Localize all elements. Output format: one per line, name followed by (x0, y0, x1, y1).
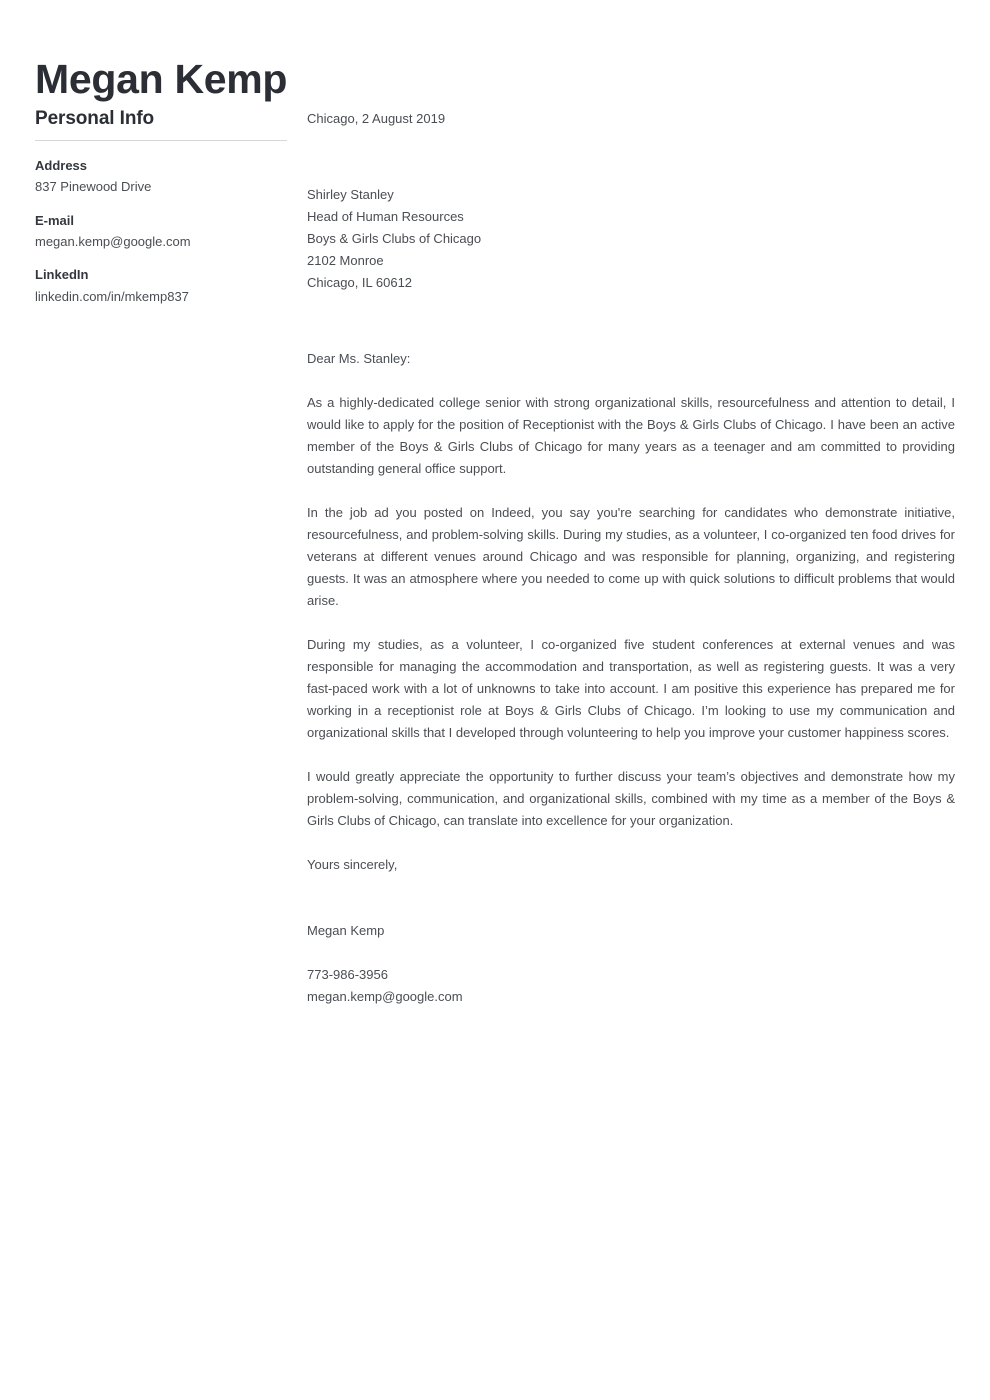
signature-contact-block (307, 964, 955, 1008)
signature-email: megan.kemp@google.com (307, 989, 463, 1004)
letter-paragraph: As a highly-dedicated college senior with strong organizational skills, resourcefulness and attention to detail, I would like to apply for the position of Receptionist with the Boys & Girls Clubs of Chicago. I have been an active member of the Boys & Girls Clubs of Chicago for many years as a teenager and am committed to providing outstanding general office support. (307, 395, 955, 476)
recipient-line: 2102 Monroe (307, 253, 384, 268)
sidebar-section-title: Personal Info (35, 108, 155, 129)
recipient-line: Boys & Girls Clubs of Chicago (307, 231, 482, 246)
letter-closing: Yours sincerely, (307, 857, 398, 872)
sidebar-item-label: Address (35, 157, 88, 173)
letter-salutation: Dear Ms. Stanley: (307, 351, 411, 366)
recipient-line: Shirley Stanley (307, 187, 394, 202)
letter-paragraph: During my studies, as a volunteer, I co-organized five student conferences at external venues and was responsible for managing the accommodation and transportation, as well as registering guests. It was a very fast-paced work with a lot of unknowns to take into account. I am positive this experience has prepared me for working in a receptionist role at Boys & Girls Clubs of Chicago. I’m looking to use my communication and organizational skills that I developed through volunteering to help you improve your customer happiness scores. (307, 637, 955, 740)
letter-date-line: Chicago, 2 August 2019 (307, 111, 446, 126)
sidebar-item-address (35, 157, 287, 197)
sidebar-item-email (35, 212, 287, 252)
recipient-line: Head of Human Resources (307, 209, 464, 224)
sidebar-item-label: E-mail (35, 212, 75, 228)
signature-name: Megan Kemp (307, 923, 385, 938)
sidebar-item-value: linkedin.com/in/mkemp837 (35, 288, 189, 304)
recipient-address-block (307, 184, 955, 294)
signature-phone: 773-986-3956 (307, 967, 388, 982)
sidebar-personal-info (35, 108, 287, 306)
page-title: Megan Kemp (35, 56, 288, 103)
sidebar-item-value: megan.kemp@google.com (35, 234, 191, 250)
recipient-line: Chicago, IL 60612 (307, 275, 413, 290)
letter-paragraph: In the job ad you posted on Indeed, you say you're searching for candidates who demonstrate initiative, resourcefulness, and problem-solving skills. During my studies, as a volunteer, I co-organized ten food drives for veterans at different venues around Chicago and was responsible for planning, organizing, and registering guests. It was an atmosphere where you needed to come up with quick solutions to difficult problems that would arise. (307, 505, 955, 608)
sidebar-item-value: 837 Pinewood Drive (35, 179, 152, 195)
sidebar-item-label: LinkedIn (35, 267, 89, 283)
letter-body (307, 108, 955, 1008)
sidebar-divider (35, 140, 287, 141)
sidebar-item-linkedin (35, 266, 287, 306)
letter-paragraph: I would greatly appreciate the opportunity to further discuss your team’s objectives and demonstrate how my problem-solving, communication, and organizational skills, combined with my time as a member of the Boys & Girls Clubs of Chicago, can translate into excellence for your organization. (307, 769, 955, 828)
